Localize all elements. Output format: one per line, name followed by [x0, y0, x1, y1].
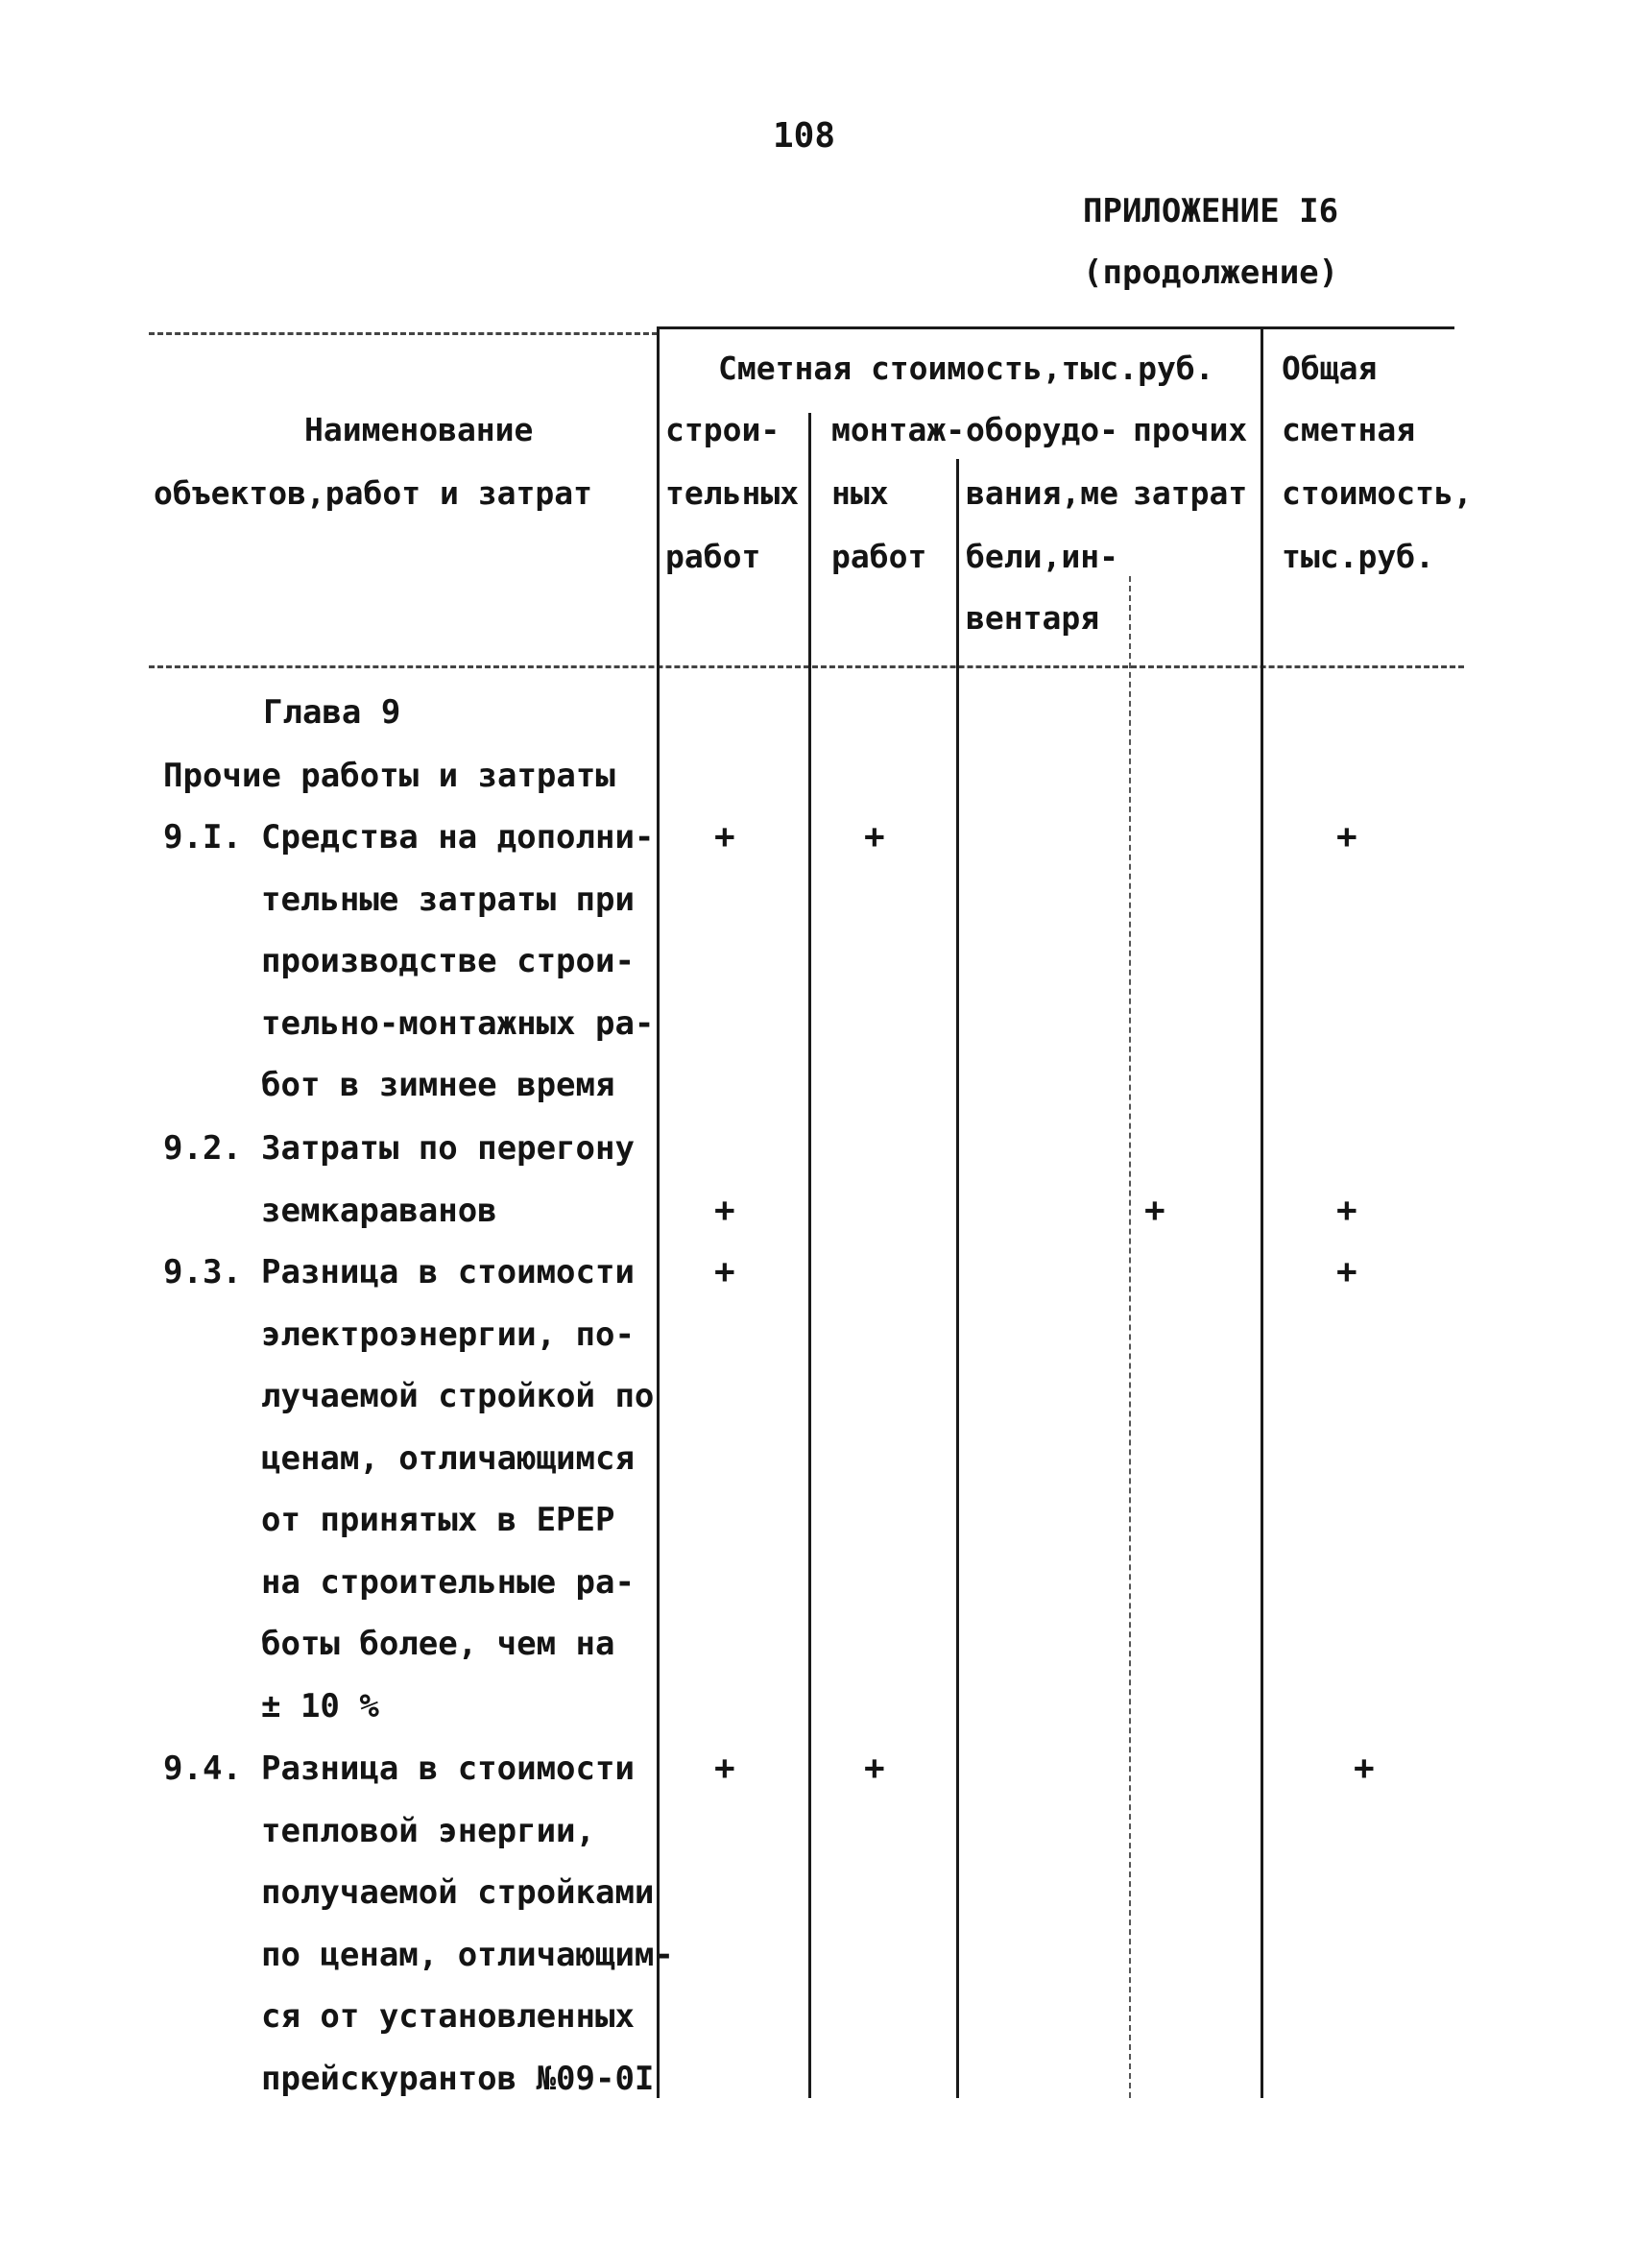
row-description-line: Разница в стоимости [261, 1749, 635, 1788]
header-construction-line: работ [665, 538, 761, 575]
header-total-line: Общая [1282, 350, 1378, 387]
header-equipment-line: бели,ин- [966, 538, 1118, 575]
header-installation-line: монтаж- [831, 411, 966, 448]
header-equipment-line: вентаря [966, 599, 1100, 637]
table-top-rule-left [149, 332, 658, 335]
row-description-line: бот в зимнее время [261, 1066, 615, 1104]
cost-mark-construction: + [714, 1749, 735, 1788]
appendix-continued: (продолжение) [1083, 253, 1339, 292]
table-top-rule-right [658, 326, 1454, 329]
column-divider-construction [808, 413, 811, 2098]
cost-mark-installation: + [864, 817, 885, 857]
cost-mark-total: + [1354, 1749, 1375, 1788]
cost-mark-total: + [1336, 1191, 1357, 1230]
header-other-line: затрат [1133, 474, 1248, 512]
cost-mark-total: + [1336, 817, 1357, 857]
appendix-title: ПРИЛОЖЕНИЕ I6 [1083, 192, 1339, 230]
header-equipment-line: оборудо- [966, 411, 1118, 448]
header-estimated-cost-group: Сметная стоимость,тыс.руб. [718, 350, 1214, 387]
row-description-line: земкараванов [261, 1192, 497, 1230]
row-description-line: Разница в стоимости [261, 1253, 635, 1291]
header-total-line: стоимость, [1282, 474, 1473, 512]
row-number: 9.2. [163, 1129, 242, 1168]
row-description-line: ± 10 % [261, 1687, 379, 1725]
row-description-line: электроэнергии, по- [261, 1315, 635, 1354]
row-description-line: лучаемой стройкой по [261, 1377, 655, 1415]
cost-mark-other: + [1144, 1191, 1165, 1230]
row-number: 9.4. [163, 1749, 242, 1788]
header-total-line: сметная [1282, 411, 1416, 448]
header-total-line: тыс.руб. [1282, 538, 1434, 575]
row-description-line: Затраты по перегону [261, 1129, 635, 1168]
row-number: 9.I. [163, 818, 242, 857]
row-description-line: на строительные ра- [261, 1563, 635, 1602]
header-installation-line: ных [831, 474, 889, 512]
row-description-line: ценам, отличающимся [261, 1439, 635, 1478]
page-number: 108 [773, 116, 836, 156]
column-divider-name [657, 326, 660, 2098]
header-name-line: Наименование [304, 411, 534, 448]
header-installation-line: работ [831, 538, 927, 575]
row-description-line: прейскурантов №09-0I [261, 2060, 655, 2098]
row-description-line: тепловой энергии, [261, 1812, 595, 1850]
header-construction-line: тельных [665, 474, 800, 512]
chapter-heading: Глава 9 [263, 693, 401, 732]
header-construction-line: строи- [665, 411, 780, 448]
row-number: 9.3. [163, 1253, 242, 1291]
row-description-line: по ценам, отличающим- [261, 1936, 674, 1974]
chapter-title: Прочие работы и затраты [163, 757, 615, 795]
row-description-line: от принятых в ЕРЕР [261, 1501, 615, 1539]
header-equipment-line: вания,ме [966, 474, 1118, 512]
cost-mark-installation: + [864, 1749, 885, 1788]
row-description-line: Средства на дополни- [261, 818, 655, 857]
row-description-line: тельно-монтажных ра- [261, 1004, 655, 1043]
row-description-line: тельные затраты при [261, 881, 635, 919]
header-bottom-rule [149, 665, 1464, 668]
header-other-line: прочих [1133, 411, 1248, 448]
cost-mark-construction: + [714, 817, 735, 857]
cost-mark-construction: + [714, 1252, 735, 1291]
cost-mark-construction: + [714, 1191, 735, 1230]
row-description-line: ся от установленных [261, 1997, 635, 2036]
column-divider-other [1261, 326, 1263, 2098]
column-divider-equipment [1129, 576, 1131, 2098]
row-description-line: боты более, чем на [261, 1625, 615, 1663]
cost-mark-total: + [1336, 1252, 1357, 1291]
row-description-line: получаемой стройками [261, 1873, 655, 1912]
row-description-line: производстве строи- [261, 942, 635, 980]
header-name-line: объектов,работ и затрат [154, 474, 592, 512]
column-divider-installation [956, 459, 959, 2098]
